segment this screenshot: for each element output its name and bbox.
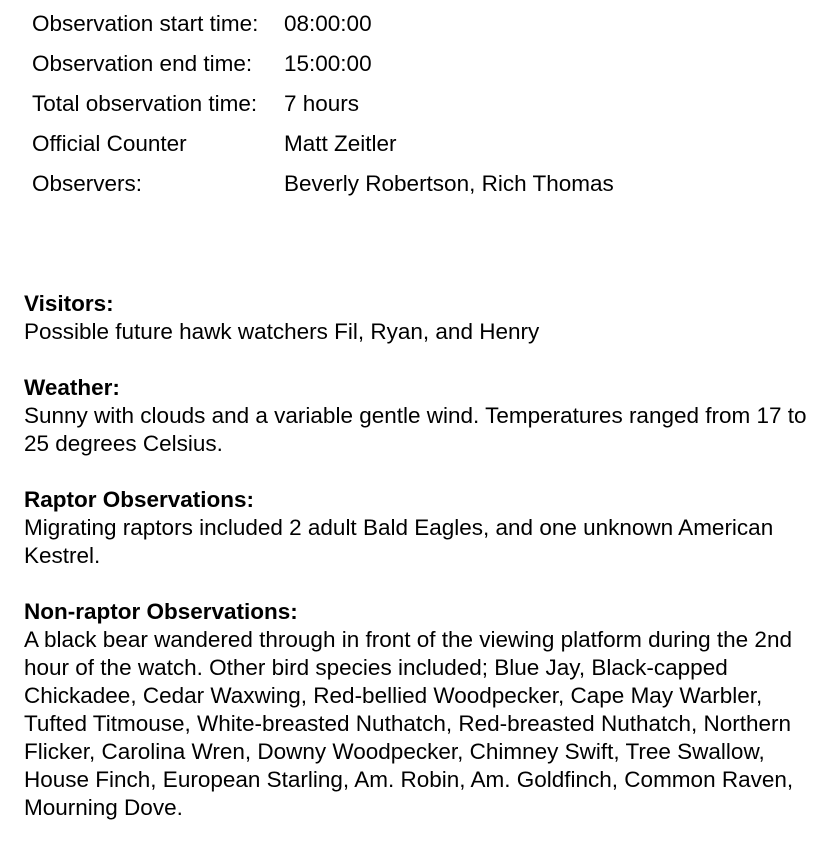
visitors-text: Possible future hawk watchers Fil, Ryan, and Henry xyxy=(24,319,540,344)
raptor-section xyxy=(24,486,814,570)
weather-heading: Weather: xyxy=(24,375,120,400)
weather-text: Sunny with clouds and a variable gentle wind. Temperatures ranged from 17 to 25 degrees Celsius. xyxy=(24,403,807,456)
info-value: 7 hours xyxy=(284,91,360,116)
nonraptor-text: A black bear wandered through in front of the viewing platform during the 2nd hour of the watch. Other bird species included; Blue Jay, Black-capped Chickadee, Cedar Waxwing, Red-bellied Woodpecker, Cape May Warbler, Tufted Titmouse, White-breasted Nuthatch, Red-breasted Nuthatch, Northern Flicker, Carolina Wren, Downy Woodpecker, Chimney Swift, Tree Swallow, House Finch, European Starling, Am. Robin, Am. Goldfinch, Common Raven, Mourning Dove. xyxy=(24,627,794,820)
info-row-observers xyxy=(25,164,614,204)
info-row-end-time xyxy=(25,44,614,84)
info-value: 08:00:00 xyxy=(284,11,372,36)
nonraptor-heading: Non-raptor Observations: xyxy=(24,599,298,624)
info-label: Observation start time: xyxy=(32,11,259,36)
visitors-section xyxy=(24,290,814,346)
info-row-official-counter xyxy=(25,124,614,164)
raptor-heading: Raptor Observations: xyxy=(24,487,255,512)
info-value: Beverly Robertson, Rich Thomas xyxy=(284,171,614,196)
raptor-text: Migrating raptors included 2 adult Bald Eagles, and one unknown American Kestrel. xyxy=(24,515,774,568)
visitors-heading: Visitors: xyxy=(24,291,114,316)
weather-section xyxy=(24,374,814,458)
info-label: Official Counter xyxy=(32,131,187,156)
info-label: Observers: xyxy=(32,171,143,196)
info-value: Matt Zeitler xyxy=(284,131,397,156)
info-label: Observation end time: xyxy=(32,51,253,76)
info-label: Total observation time: xyxy=(32,91,258,116)
observation-info-table xyxy=(25,4,614,204)
info-row-start-time xyxy=(25,4,614,44)
report-sections xyxy=(24,290,814,850)
info-value: 15:00:00 xyxy=(284,51,372,76)
nonraptor-section xyxy=(24,598,814,822)
info-row-total-time xyxy=(25,84,614,124)
